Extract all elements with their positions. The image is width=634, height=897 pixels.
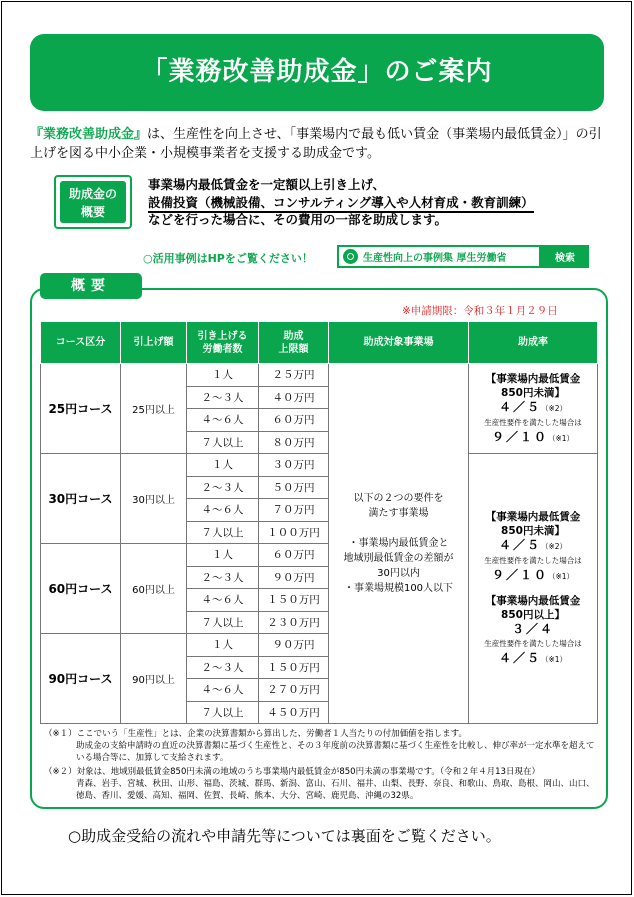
worker-count: １人	[187, 634, 259, 657]
search-button[interactable]: 検索	[541, 245, 589, 268]
note-2a: （※２）対象は、地域別最低賃金850円未満の地域のうち事業場内最低賃金が850円未満の事業場です。（令和２年４月13日現在）	[44, 767, 540, 777]
course-name: 90円コース	[41, 634, 121, 724]
grant-desc-line3: などを行った場合に、その費用の一部を助成します。	[148, 212, 448, 227]
search-icon	[343, 249, 358, 264]
course-name: 60円コース	[41, 544, 121, 634]
rate-label: 【事業場内最低賃金	[485, 595, 581, 607]
intro-body: は、生産性を向上させ、「事業場内で最も低い賃金（事業場内最低賃金）」の引上げを図る中小企業・小規模事業者を支援する助成金です。	[30, 127, 602, 161]
footer-text: ○助成金受給の流れや申請先等については裏面をご覧ください。	[68, 827, 501, 845]
rate-value: ４／５	[498, 651, 541, 665]
rate-label: 850円未満】	[501, 525, 565, 537]
limit-amount: ４５０万円	[259, 701, 329, 724]
limit-amount: ２３０万円	[259, 611, 329, 634]
limit-amount: １５０万円	[259, 656, 329, 679]
grant-box-line2: 概要	[80, 205, 105, 219]
grant-overview-box	[54, 175, 132, 229]
rate-condition: 生産性要件を満たした場合は	[484, 556, 582, 565]
rate-label: 【事業場内最低賃金	[485, 372, 581, 385]
page-title: 「業務改善助成金」のご案内	[30, 34, 604, 111]
limit-amount: ２５万円	[259, 364, 329, 387]
rate-note: （※1）	[547, 433, 575, 443]
rate-line	[471, 568, 595, 584]
worker-count: ４～６人	[187, 589, 259, 612]
rate-note: （※1）	[540, 655, 568, 664]
limit-amount: ４０万円	[259, 386, 329, 409]
worker-count: １人	[187, 544, 259, 567]
limit-amount: ６０万円	[259, 409, 329, 432]
overview-label: 概要	[40, 273, 142, 299]
rate-cell-25	[469, 364, 598, 454]
grant-desc-line1: 事業場内最低賃金を一定額以上引き上げ、	[148, 177, 386, 192]
limit-amount: ８０万円	[259, 431, 329, 454]
grant-box-line1: 助成金の	[68, 187, 117, 201]
rate-value: ４／５	[498, 538, 541, 552]
target-line1: 以下の２つの要件を	[353, 493, 444, 504]
target-req1b: 地域別最低賃金の差額が	[343, 553, 454, 564]
course-name: 30円コース	[41, 454, 121, 544]
header-rate: 助成率	[469, 322, 598, 364]
target-line2: 満たす事業場	[368, 508, 429, 519]
worker-count: ２～３人	[187, 386, 259, 409]
intro-text	[30, 125, 608, 163]
raise-amount: 60円以上	[121, 544, 187, 634]
rate-condition: 生産性要件を満たした場合は	[484, 639, 582, 648]
worker-count: １人	[187, 364, 259, 387]
target-req1a: ・事業場内最低賃金と	[348, 538, 449, 549]
course-table	[40, 321, 598, 724]
worker-count: ４～６人	[187, 679, 259, 702]
search-box	[337, 245, 589, 268]
header-limit: 助成 上限額	[259, 322, 329, 364]
rate-cell-30-90	[469, 454, 598, 724]
worker-count: ２～３人	[187, 566, 259, 589]
worker-count: ７人以上	[187, 701, 259, 724]
worker-count: ４～６人	[187, 409, 259, 432]
worker-count: ２～３人	[187, 476, 259, 499]
limit-amount: ９０万円	[259, 634, 329, 657]
rate-note: （※2）	[540, 542, 568, 551]
rate-note: （※2）	[540, 403, 568, 413]
header-workers: 引き上げる 労働者数	[187, 322, 259, 364]
deadline: ※申請期限：令和３年１月２９日	[402, 305, 558, 317]
worker-count: ４～６人	[187, 499, 259, 522]
header-target: 助成対象事業場	[329, 322, 469, 364]
limit-amount: ６０万円	[259, 544, 329, 567]
rate-line	[471, 538, 595, 554]
header-raise: 引上げ額	[121, 322, 187, 364]
limit-amount: ９０万円	[259, 566, 329, 589]
example-hint: ○活用事例はHPをご覧ください！	[143, 252, 313, 265]
search-query: 生産性向上の事例集 厚生労働省	[363, 253, 507, 264]
target-req1c: 30円以内	[377, 568, 420, 579]
table-header-row	[41, 322, 598, 364]
limit-amount: ７０万円	[259, 499, 329, 522]
rate-label: 【事業場内最低賃金	[485, 511, 581, 523]
course-name: 25円コース	[41, 364, 121, 454]
note-1b: 助成金の支給申請時の直近の決算書類に基づく生産性と、その３年度前の決算書類に基づく生産性を比較し、伸び率が一定水準を超えている場合等に、加算して支給されます。	[76, 741, 595, 763]
rate-line	[471, 400, 595, 416]
target-req2: ・事業場規模100人以下	[343, 583, 454, 594]
rate-label: 850円以上】	[501, 609, 565, 621]
search-input[interactable]	[337, 245, 541, 268]
rate-value: ９／１０	[491, 429, 548, 444]
intro-highlight: 『業務改善助成金』	[30, 127, 148, 142]
rate-value: ３／４	[511, 622, 554, 636]
rate-value: ４／５	[498, 399, 541, 414]
worker-count: ２～３人	[187, 656, 259, 679]
worker-count: ７人以上	[187, 521, 259, 544]
worker-count: ７人以上	[187, 431, 259, 454]
rate-line	[471, 430, 595, 446]
limit-amount: ２７０万円	[259, 679, 329, 702]
rate-note: （※1）	[547, 572, 575, 581]
table-row	[41, 364, 598, 387]
target-cell	[329, 364, 469, 724]
worker-count: １人	[187, 454, 259, 477]
rate-line	[471, 651, 595, 667]
footnotes	[44, 728, 600, 802]
grant-description	[148, 176, 608, 229]
raise-amount: 30円以上	[121, 454, 187, 544]
raise-amount: 90円以上	[121, 634, 187, 724]
rate-condition: 生産性要件を満たした場合は	[484, 417, 582, 427]
limit-amount: ３０万円	[259, 454, 329, 477]
rate-value: ９／１０	[491, 568, 548, 582]
raise-amount: 25円以上	[121, 364, 187, 454]
rate-line	[471, 622, 595, 637]
note-2b: 青森、岩手、宮城、秋田、山形、福島、茨城、群馬、新潟、富山、石川、福井、山梨、長野、奈良、和歌山、鳥取、島根、岡山、山口、徳島、香川、愛媛、高知、福岡、佐賀、長崎、熊本、大分、宮崎、鹿児島、沖縄の32県。	[76, 779, 595, 801]
limit-amount: １００万円	[259, 521, 329, 544]
grant-desc-line2: 設備投資（機械設備、コンサルティング導入や人材育成・教育訓練）	[148, 195, 534, 213]
worker-count: ７人以上	[187, 611, 259, 634]
note-1a: （※１）ここでいう「生産性」とは、企業の決算書類から算出した、労働者１人当たりの付加価値を指します。	[44, 729, 467, 739]
table-row	[41, 454, 598, 477]
rate-label: 850円未満】	[501, 386, 565, 399]
limit-amount: ５０万円	[259, 476, 329, 499]
header-course: コース区分	[41, 322, 121, 364]
limit-amount: １５０万円	[259, 589, 329, 612]
